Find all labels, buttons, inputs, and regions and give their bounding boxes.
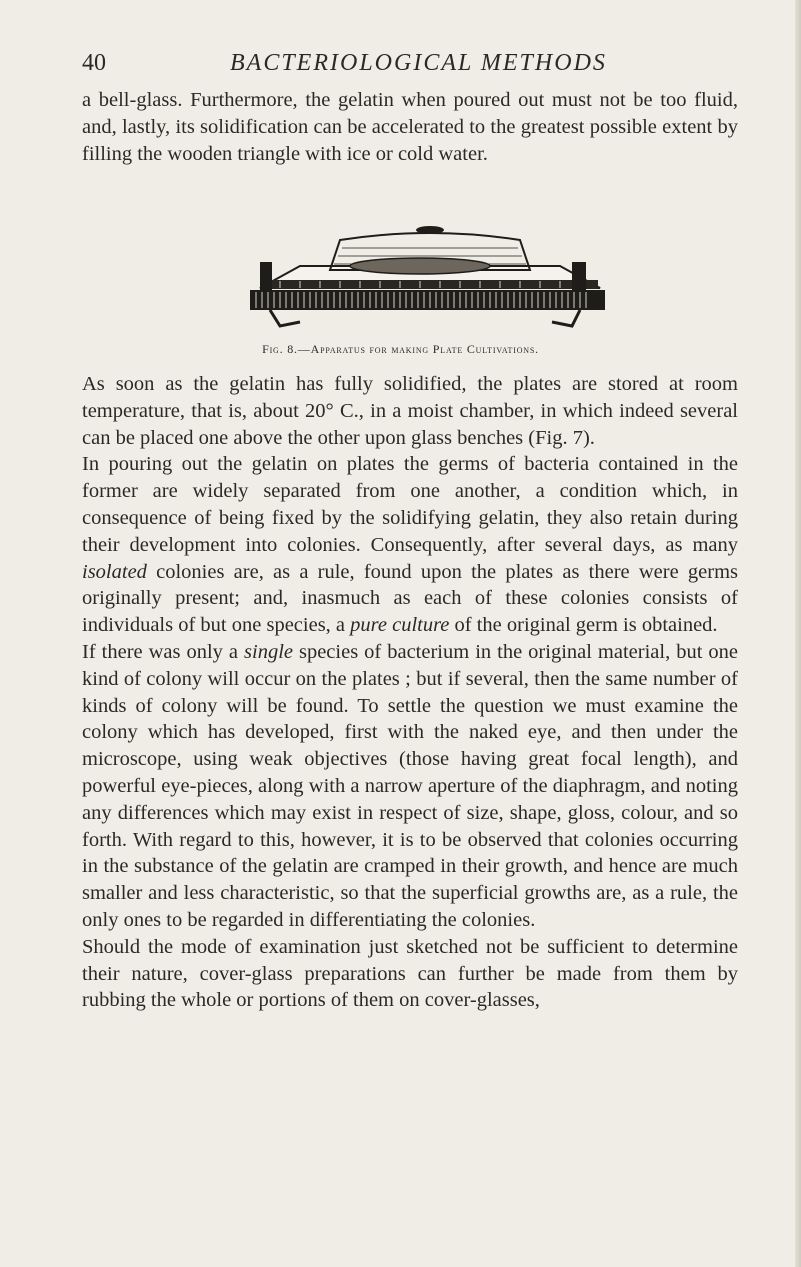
page-edge <box>795 0 801 1267</box>
paragraph-top <box>82 87 738 167</box>
italic-term: single <box>244 640 293 663</box>
running-head: BACTERIOLOGICAL METHODS <box>230 50 607 76</box>
paragraph-text: species of bacterium in the original material, but one kind of colony will occur on the plates ; but if several, then the same number of kinds of colony will be found. To settle the question we must examine the colony which has developed, first with the naked eye, and then under the microscope, using weak objectives (those having great focal length), and powerful eye-pieces, along with a narrow aperture of the diaphragm, and noting any differences which may exist in respect of size, shape, gloss, colour, and so forth. With regard to this, however, it is to be observed that colonies occurring in the substance of the gelatin are cramped in their growth, and hence are much smaller and less characteristic, so that the superficial growths are, as a rule, the only ones to be regarded in differentiating the colonies. <box>82 640 738 931</box>
paragraph-text: colonies are, as a rule, found upon the plates as there were germs originally present; and, inasmuch as each of these colonies consists of individuals of but one species, a <box>82 560 738 637</box>
paragraph-text: If there was only a <box>82 640 245 663</box>
paragraph: As soon as the gelatin has fully solidified, the plates are stored at room temperature, that is, about 20° C., in a moist chamber, in which indeed several can be placed one above the other upon glass benches (Fig. 7). <box>82 373 738 449</box>
plate-apparatus-illustration <box>240 226 620 332</box>
paragraph-text: of the original germ is obtained. <box>449 614 718 637</box>
paragraph-top-text: a bell-glass. Furthermore, the gelatin when poured out must not be too fluid, and, lastly, its solidification can be accelerated to the greatest possible extent by filling the wooden triangle with ice or cold water. <box>82 89 738 165</box>
body-text <box>82 371 738 1014</box>
paragraph <box>82 451 738 639</box>
page-header <box>82 50 751 90</box>
paragraph-text: In pouring out the gelatin on plates the germs of bacteria contained in the former are widely separated from one another, a condition which, in consequence of being fixed by the solidifying gelatin, they also retain during their development into colonies. Consequently, after several days, as many <box>82 453 738 556</box>
italic-term: pure culture <box>350 614 450 637</box>
figure-caption: Fig. 8.—Apparatus for making Plate Cultivations. <box>262 342 539 356</box>
paragraph <box>82 639 738 934</box>
paragraph: Should the mode of examination just sketched not be sufficient to determine their nature, cover-glass preparations can further be made from them by rubbing the whole or portions of them on cover-glasses, <box>82 935 738 1012</box>
italic-term: isolated <box>82 560 147 583</box>
page-number: 40 <box>82 50 106 76</box>
